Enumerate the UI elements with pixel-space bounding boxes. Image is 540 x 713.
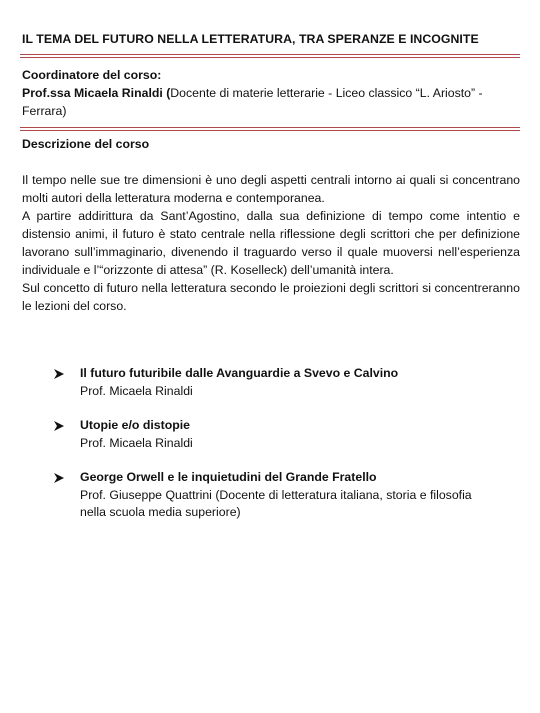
- lesson-title: Utopie e/o distopie: [80, 418, 190, 432]
- arrowhead-bullet-icon: [52, 469, 66, 487]
- lesson-item: [52, 469, 492, 522]
- lesson-list: [52, 365, 492, 522]
- description-paragraph: Il tempo nelle sue tre dimensioni è uno degli aspetti centrali intorno ai quali si concentrano molti autori della letteratura moderna e contemporanea.: [22, 173, 520, 205]
- description-heading: Descrizione del corso: [22, 137, 150, 151]
- coordinator-section: [22, 66, 520, 120]
- description-paragraph: Sul concetto di futuro nella letteratura secondo le proiezioni degli scrittori si concentreranno le lezioni del corso.: [22, 281, 520, 313]
- description-body: [22, 171, 520, 315]
- coordinator-role: Docente di materie letterarie - Liceo classico “L. Ariosto” - Ferrara): [22, 86, 483, 118]
- lesson-item: [52, 417, 492, 452]
- double-divider: [20, 127, 520, 131]
- lesson-teacher: Prof. Micaela Rinaldi: [80, 435, 193, 450]
- lesson-title: Il futuro futuribile dalle Avanguardie a Svevo e Calvino: [80, 366, 399, 380]
- lesson-item: [52, 365, 492, 400]
- arrowhead-bullet-icon: [52, 417, 66, 435]
- coordinator-line: [22, 84, 520, 120]
- coordinator-label: Coordinatore del corso:: [22, 68, 162, 82]
- description-paragraph: A partire addirittura da Sant’Agostino, dalla sua definizione di tempo come intentio e distensio animi, il futuro è stato centrale nella riflessione degli scrittori che per definizione lavorano sull’immaginario, divenendo il traguardo verso il quale muoversi nell’esperienza individuale e l’“orizzonte di attesa” (R. Koselleck) dell’umanità intera.: [22, 209, 520, 277]
- coordinator-name: Prof.ssa Micaela Rinaldi (: [22, 86, 171, 100]
- course-title: IL TEMA DEL FUTURO NELLA LETTERATURA, TRA SPERANZE E INCOGNITE: [22, 32, 479, 46]
- double-divider: [20, 54, 520, 58]
- lesson-teacher: Prof. Giuseppe Quattrini (Docente di letteratura italiana, storia e filosofia nella scuola media superiore): [80, 487, 472, 519]
- lesson-teacher: Prof. Micaela Rinaldi: [80, 383, 193, 398]
- arrowhead-bullet-icon: [52, 365, 66, 383]
- lesson-title: George Orwell e le inquietudini del Grande Fratello: [80, 470, 377, 484]
